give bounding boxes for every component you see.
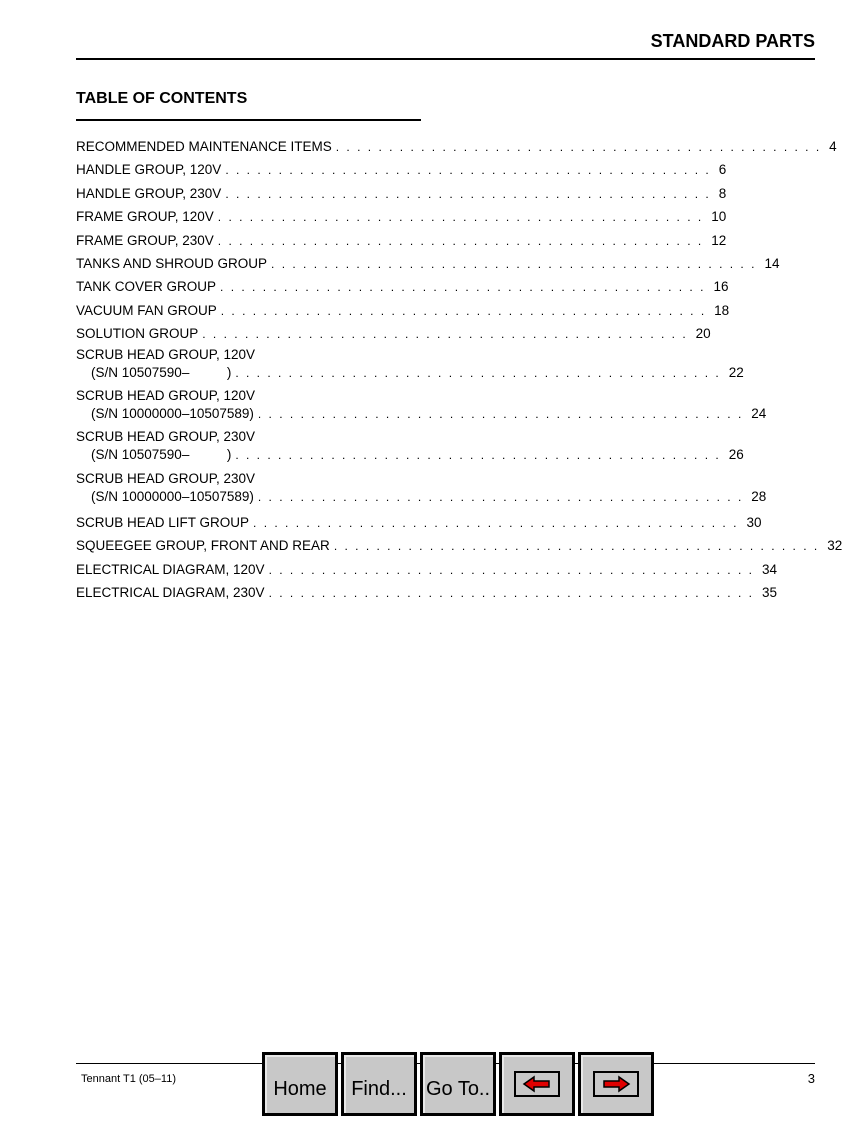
toc-leader-dots: . . . . . . . . . . . . . . . . . . . . . . . . . . . . . . . . . . . . . . . . . . . . . . (268, 562, 754, 577)
toc-entry-page: 34 (761, 561, 777, 577)
toc-entry[interactable] (76, 346, 744, 387)
page-number: 3 (807, 1071, 815, 1086)
toc-entry-page: 10 (711, 209, 727, 225)
toc-entry-title: SQUEEGEE GROUP, FRONT AND REAR (76, 538, 330, 554)
toc-entry-page: 30 (746, 515, 762, 531)
toc-entry-page: 8 (718, 185, 727, 201)
toc-entry-title: (S/N 10000000–10507589) (91, 488, 254, 504)
toc-entry-title: FRAME GROUP, 120V (76, 209, 214, 225)
home-button-label: Home (273, 1077, 327, 1100)
previous-page-button[interactable] (499, 1052, 575, 1116)
toc-leader-dots: . . . . . . . . . . . . . . . . . . . . . . . . . . . . . . . . . . . . . . . . . . . . . . (333, 539, 820, 554)
toc-entry-title: SCRUB HEAD GROUP, 230V (76, 470, 256, 486)
toc-entry-title: HANDLE GROUP, 230V (76, 185, 222, 201)
goto-button[interactable] (420, 1052, 496, 1116)
toc-leader-dots: . . . . . . . . . . . . . . . . . . . . . . . . . . . . . . . . . . . . . . . . . . . . . . (217, 233, 704, 248)
toc-entry-title: (S/N 10000000–10507589) (91, 405, 254, 421)
toc-entry[interactable] (76, 205, 727, 228)
toc-leader-dots: . . . . . . . . . . . . . . . . . . . . . . . . . . . . . . . . . . . . . . . . . . . . . . (257, 489, 744, 504)
toc-entry-title: VACUUM FAN GROUP (76, 302, 217, 318)
home-button[interactable] (262, 1052, 338, 1116)
toc-entry-page: 12 (711, 232, 727, 248)
toc-divider (76, 119, 421, 121)
toc-leader-dots: . . . . . . . . . . . . . . . . . . . . . . . . . . . . . . . . . . . . . . . . . . . . . . (253, 516, 739, 531)
toc-entry-page: 24 (751, 405, 767, 421)
goto-button-label: Go To.. (425, 1077, 491, 1100)
toc-entry[interactable] (76, 387, 767, 428)
toc-leader-dots: . . . . . . . . . . . . . . . . . . . . . . . . . . . . . . . . . . . . . . . . . . . . . . (268, 586, 754, 601)
toc-entry-title: FRAME GROUP, 230V (76, 232, 214, 248)
toc-entry-title: HANDLE GROUP, 120V (76, 162, 222, 178)
toc-entry-page: 35 (761, 585, 777, 601)
document-id: Tennant T1 (05–11) (81, 1073, 176, 1085)
toc-entry-page: 4 (829, 139, 837, 154)
toc-entry-title: SCRUB HEAD GROUP, 120V (76, 387, 256, 403)
toc-leader-dots: . . . . . . . . . . . . . . . . . . . . . . . . . . . . . . . . . . . . . . . . . . . . . . (217, 210, 704, 225)
toc-leader-dots: . . . . . . . . . . . . . . . . . . . . . . . . . . . . . . . . . . . . . . . . . . . . . . (225, 163, 711, 178)
toc-entry-title: TANKS AND SHROUD GROUP (76, 255, 268, 271)
toc-entry-page: 16 (713, 279, 729, 295)
left-arrow-icon (514, 1071, 560, 1097)
toc-entry[interactable] (76, 229, 727, 252)
toc-entry-page: 18 (714, 302, 730, 318)
toc-entry-page: 6 (718, 162, 727, 178)
toc-entry[interactable] (76, 581, 777, 604)
toc-entry-title: RECOMMENDED MAINTENANCE ITEMS (76, 139, 332, 154)
right-arrow-icon (593, 1071, 639, 1097)
toc-entry-page: 22 (728, 364, 744, 380)
toc-entry-title: ELECTRICAL DIAGRAM, 230V (76, 585, 265, 601)
toc-leader-dots: . . . . . . . . . . . . . . . . . . . . . . . . . . . . . . . . . . . . . . . . . . . . . . (335, 140, 822, 154)
toc-entry-title: ELECTRICAL DIAGRAM, 120V (76, 561, 265, 577)
toc-entry-page: 32 (827, 538, 843, 554)
toc-heading: TABLE OF CONTENTS (76, 90, 248, 107)
toc-entry[interactable] (76, 511, 762, 534)
toc-leader-dots: . . . . . . . . . . . . . . . . . . . . . . . . . . . . . . . . . . . . . . . . . . . . . . (271, 256, 757, 271)
toc-entry[interactable] (76, 135, 837, 158)
toc-entry[interactable] (76, 299, 730, 322)
toc-entry[interactable] (76, 182, 727, 205)
toc-entry[interactable] (76, 252, 780, 275)
toc-list (76, 135, 843, 605)
toc-leader-dots: . . . . . . . . . . . . . . . . . . . . . . . . . . . . . . . . . . . . . . . . . . . . . . (257, 406, 744, 421)
next-page-button[interactable] (578, 1052, 654, 1116)
toc-leader-dots: . . . . . . . . . . . . . . . . . . . . . . . . . . . . . . . . . . . . . . . . . . . . . . (220, 280, 706, 295)
toc-entry-title: SCRUB HEAD LIFT GROUP (76, 515, 250, 531)
toc-leader-dots: . . . . . . . . . . . . . . . . . . . . . . . . . . . . . . . . . . . . . . . . . . . . . . (235, 448, 721, 463)
toc-entry-title: SCRUB HEAD GROUP, 120V (76, 346, 256, 362)
toc-entry-page: 26 (728, 447, 744, 463)
toc-entry[interactable] (76, 275, 729, 298)
toc-entry[interactable] (76, 534, 843, 557)
toc-leader-dots: . . . . . . . . . . . . . . . . . . . . . . . . . . . . . . . . . . . . . . . . . . . . . . (225, 186, 711, 201)
toc-entry-title: SOLUTION GROUP (76, 326, 199, 342)
toc-entry-title: TANK COVER GROUP (76, 279, 217, 295)
toc-entry[interactable] (76, 470, 767, 511)
find-button[interactable] (341, 1052, 417, 1116)
toc-entry-title: (S/N 10507590– ) (91, 364, 232, 380)
toc-entry[interactable] (76, 558, 777, 581)
toc-entry-page: 20 (695, 326, 711, 342)
toc-entry-title: SCRUB HEAD GROUP, 230V (76, 429, 256, 445)
section-title: STANDARD PARTS (650, 31, 815, 51)
toc-entry[interactable] (76, 322, 711, 345)
toc-entry-title: (S/N 10507590– ) (91, 447, 232, 463)
toc-leader-dots: . . . . . . . . . . . . . . . . . . . . . . . . . . . . . . . . . . . . . . . . . . . . . . (202, 327, 688, 342)
navigation-bar (262, 1052, 657, 1116)
toc-entry-page: 28 (751, 488, 767, 504)
find-button-label: Find... (351, 1077, 407, 1100)
toc-leader-dots: . . . . . . . . . . . . . . . . . . . . . . . . . . . . . . . . . . . . . . . . . . . . . . (220, 303, 707, 318)
header-divider (76, 58, 815, 60)
toc-leader-dots: . . . . . . . . . . . . . . . . . . . . . . . . . . . . . . . . . . . . . . . . . . . . . . (235, 365, 721, 380)
toc-entry-page: 14 (764, 255, 780, 271)
toc-entry[interactable] (76, 428, 744, 469)
toc-entry[interactable] (76, 158, 727, 181)
